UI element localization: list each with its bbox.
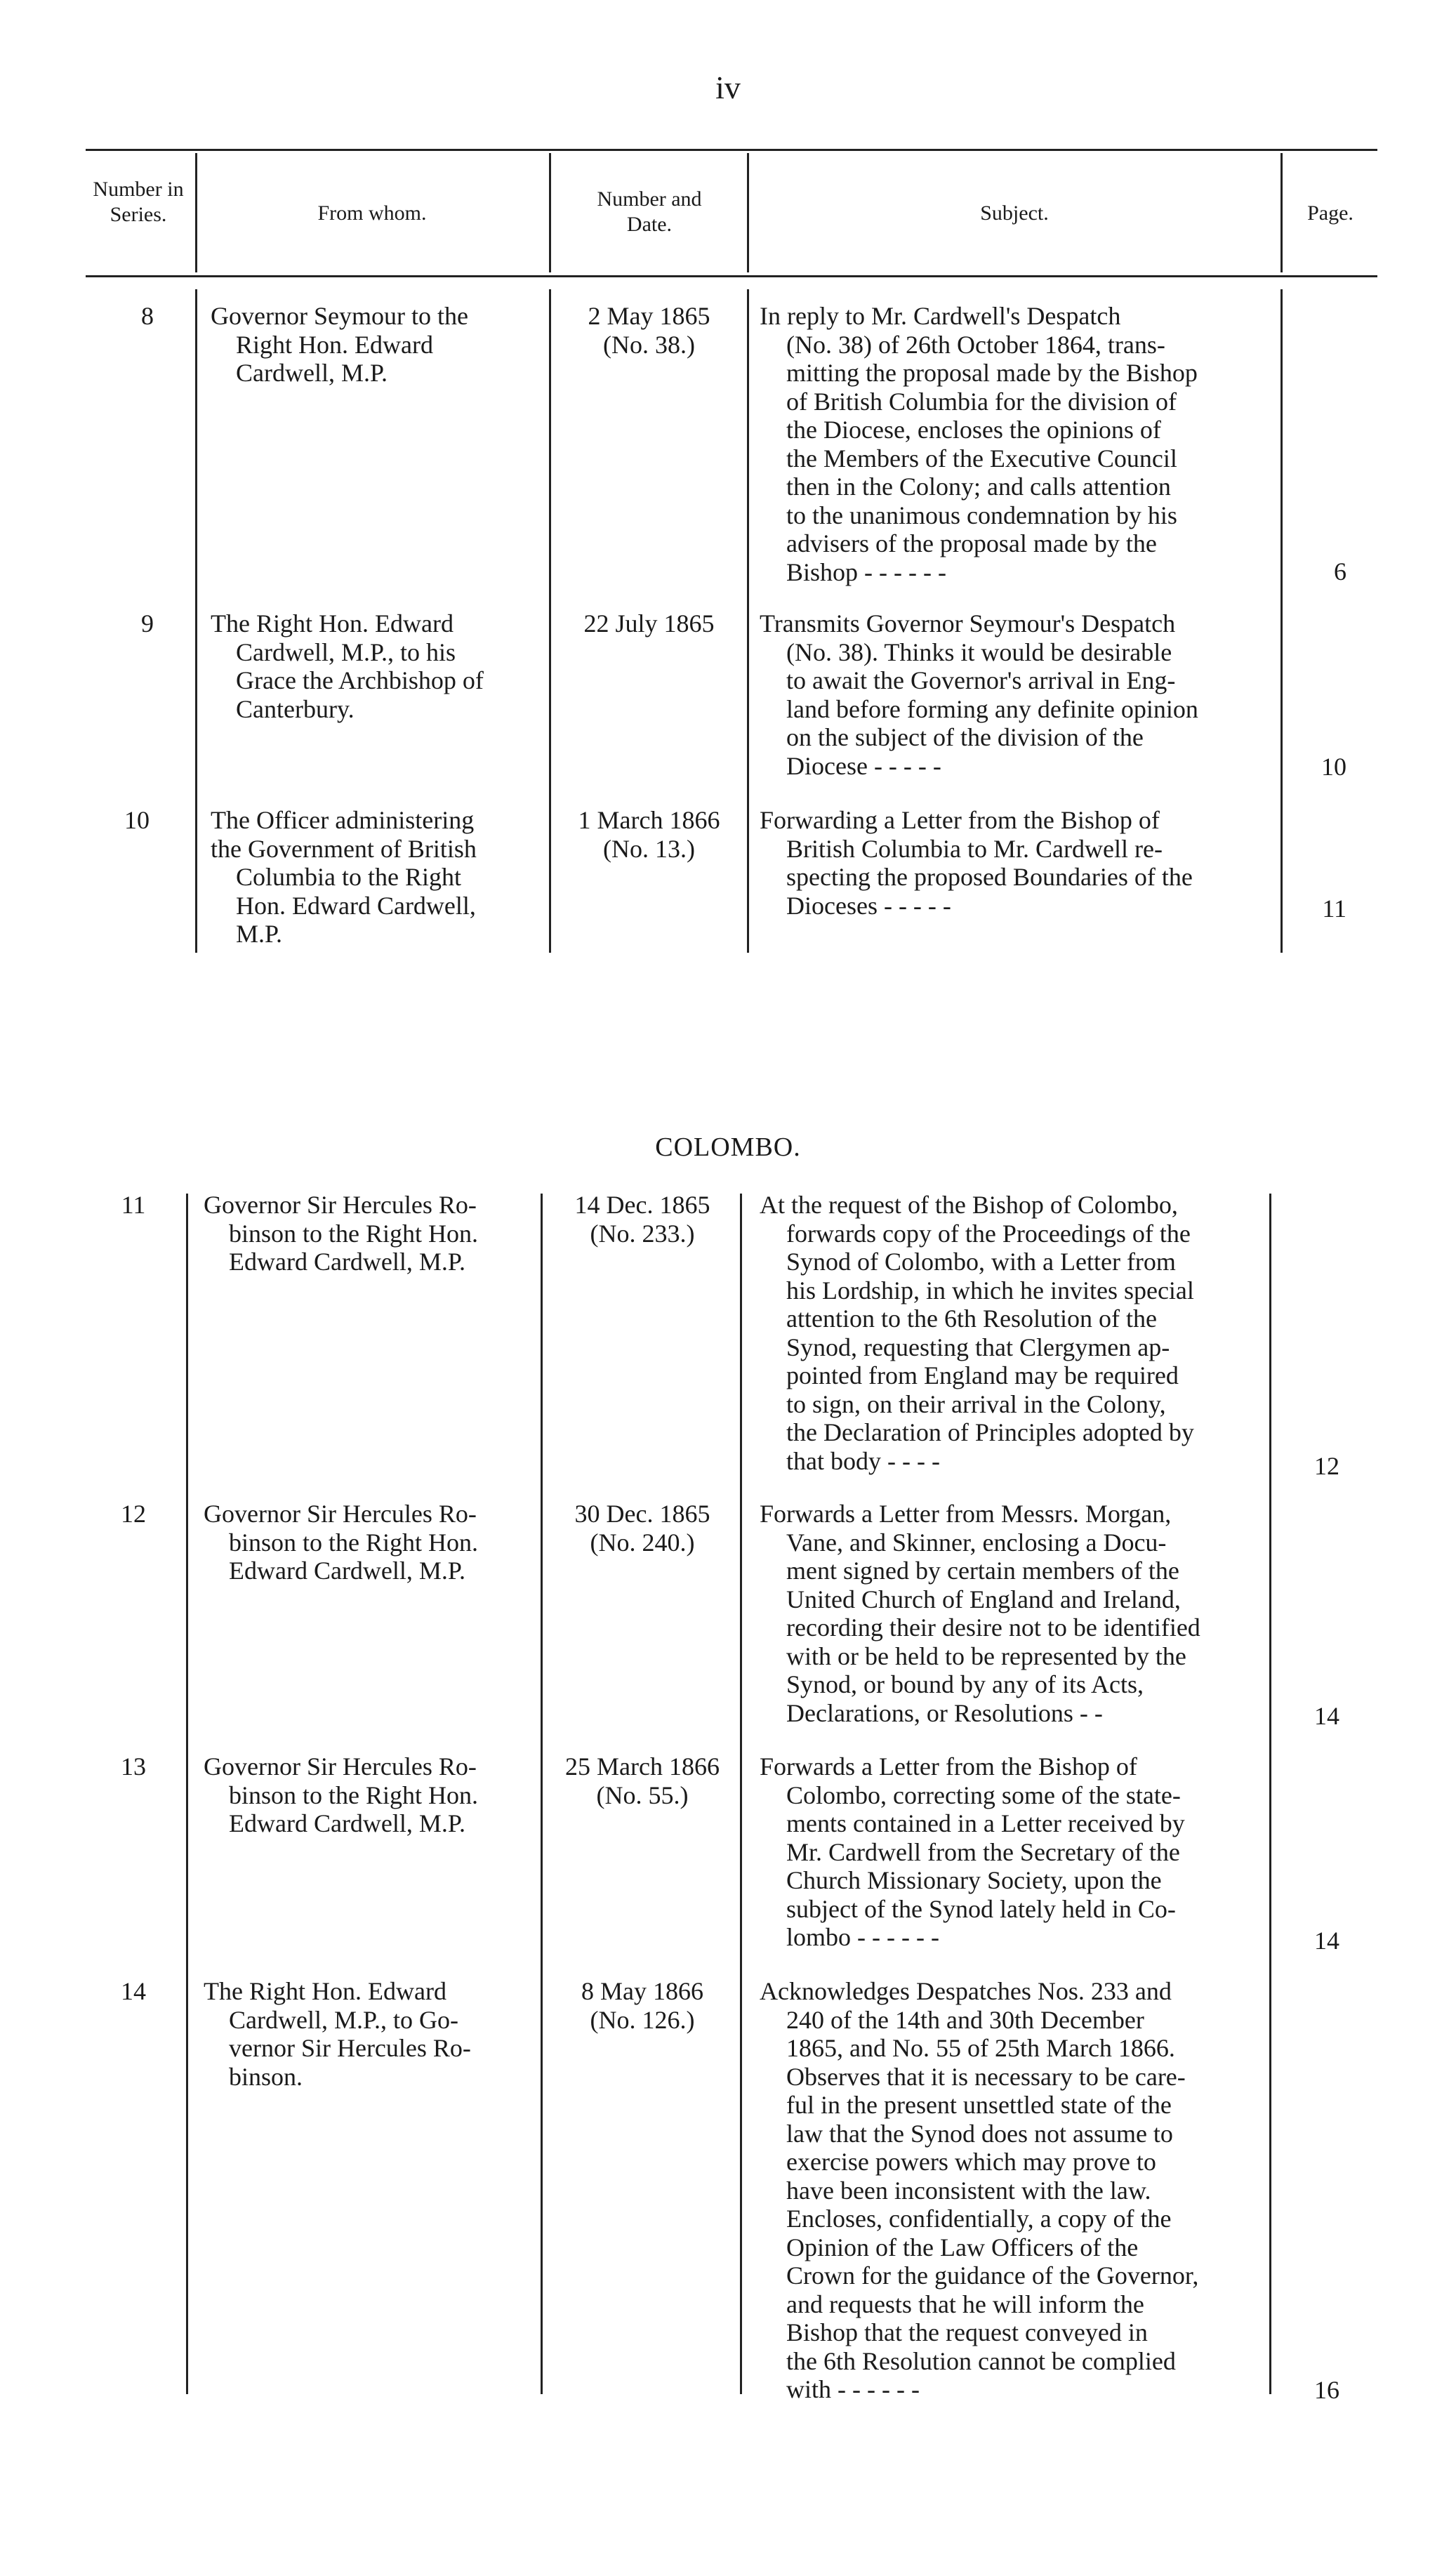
header-page: Page. [1307,202,1354,225]
row-page: 12 [1314,1452,1339,1480]
page-number: iv [715,70,741,105]
row-number: 14 [121,1977,146,2005]
row-date: 8 May 1866 (No. 126.) [581,1977,703,2034]
row-page: 6 [1334,557,1346,586]
table-top-rule [86,149,1377,151]
row-number: 10 [124,806,150,834]
column-separator [195,289,197,953]
column-separator [740,1194,742,2394]
row-subject: In reply to Mr. Cardwell's Despatch (No. 38) of 26th October 1864, trans- mitting the proposal made by the Bishop of British Columbia for the division of the Diocese, encloses the opinions of the Members of the Executive Council then in the Colony; and calls attention to the unanimous condemnation by his advisers of the proposal made by the Bishop - - - - - - [760,302,1198,586]
column-separator [549,289,551,953]
row-page: 14 [1314,1702,1339,1730]
header-from: From whom. [317,202,427,225]
column-separator [186,1194,188,2394]
row-date: 14 Dec. 1865 (No. 233.) [574,1191,710,1248]
row-date: 30 Dec. 1865 (No. 240.) [574,1500,710,1557]
header-separator [747,153,749,272]
row-subject: Acknowledges Despatches Nos. 233 and 240 of the 14th and 30th December 1865, and No. 55 of 25th March 1866. Observes that it is necessary to be care- ful in the present unsettled state of the law that the Synod does not assume to exercise powers which may prove to have been inconsistent with the law. Encloses, confidentially, a copy of the Opinion of the Law Officers of the Crown for the guidance of the Governor, and requests that he will inform the Bishop that the request conveyed in the 6th Resolution cannot be complied with - - - - - - [760,1977,1199,2403]
row-from: Governor Sir Hercules Ro- binson to the Right Hon. Edward Cardwell, M.P. [204,1752,479,1837]
header-number: Number in Series. [93,178,184,226]
row-date: 1 March 1866 (No. 13.) [578,806,720,863]
row-number: 8 [141,302,154,330]
row-from: The Officer administering the Government of British Columbia to the Right Hon. Edward Cardwell, M.P. [211,806,477,948]
header-separator [195,153,197,272]
row-page: 11 [1322,894,1346,923]
row-number: 9 [141,609,154,638]
row-date: 22 July 1865 [583,609,715,638]
header-date: Number and Date. [597,187,702,236]
row-subject: Forwards a Letter from Messrs. Morgan, Vane, and Skinner, enclosing a Docu- ment signed by certain members of the United Church of England and Ireland, recording their desire not to be identified with or be held to be represented by the Synod, or bound by any of its Acts, Declarations, or Resolutions - - [760,1500,1200,1727]
header-separator [1280,153,1283,272]
header-separator [549,153,551,272]
row-number: 13 [121,1752,146,1781]
row-number: 12 [121,1500,146,1528]
column-separator [541,1194,543,2394]
row-subject: Forwards a Letter from the Bishop of Colombo, correcting some of the state- ments contained in a Letter received by Mr. Cardwell from the Secretary of the Church Missionary Society, upon the subject of the Synod lately held in Co- lombo - - - - - - [760,1752,1185,1951]
column-separator [747,289,749,953]
row-number: 11 [121,1191,146,1219]
row-from: Governor Seymour to the Right Hon. Edward Cardwell, M.P. [211,302,468,387]
column-separator [1280,289,1283,953]
table-header-rule [86,275,1377,277]
row-from: The Right Hon. Edward Cardwell, M.P., to his Grace the Archbishop of Canterbury. [211,609,484,723]
row-subject: Transmits Governor Seymour's Despatch (No. 38). Thinks it would be desirable to await the Governor's arrival in Eng- land before forming any definite opinion on the subject of the division of the Diocese - - - - - [760,609,1198,780]
section-title: COLOMBO. [655,1132,801,1162]
row-page: 14 [1314,1927,1339,1955]
row-date: 25 March 1866 (No. 55.) [565,1752,720,1809]
row-from: Governor Sir Hercules Ro- binson to the Right Hon. Edward Cardwell, M.P. [204,1191,479,1276]
column-separator [1269,1194,1271,2394]
row-date: 2 May 1865 (No. 38.) [588,302,710,359]
row-page: 10 [1321,753,1346,781]
header-subject: Subject. [980,202,1049,225]
row-from: The Right Hon. Edward Cardwell, M.P., to Go- vernor Sir Hercules Ro- binson. [204,1977,471,2091]
row-subject: Forwarding a Letter from the Bishop of British Columbia to Mr. Cardwell re- specting the proposed Boundaries of the Dioceses - - - - - [760,806,1193,920]
row-subject: At the request of the Bishop of Colombo, forwards copy of the Proceedings of the Synod of Colombo, with a Letter from his Lordship, in which he invites special attention to the 6th Resolution of the Synod, requesting that Clergymen ap- pointed from England may be required to sign, on their arrival in the Colony, the Declaration of Principles adopted by that body - - - - [760,1191,1194,1475]
row-page: 16 [1314,2376,1339,2404]
row-from: Governor Sir Hercules Ro- binson to the Right Hon. Edward Cardwell, M.P. [204,1500,479,1585]
